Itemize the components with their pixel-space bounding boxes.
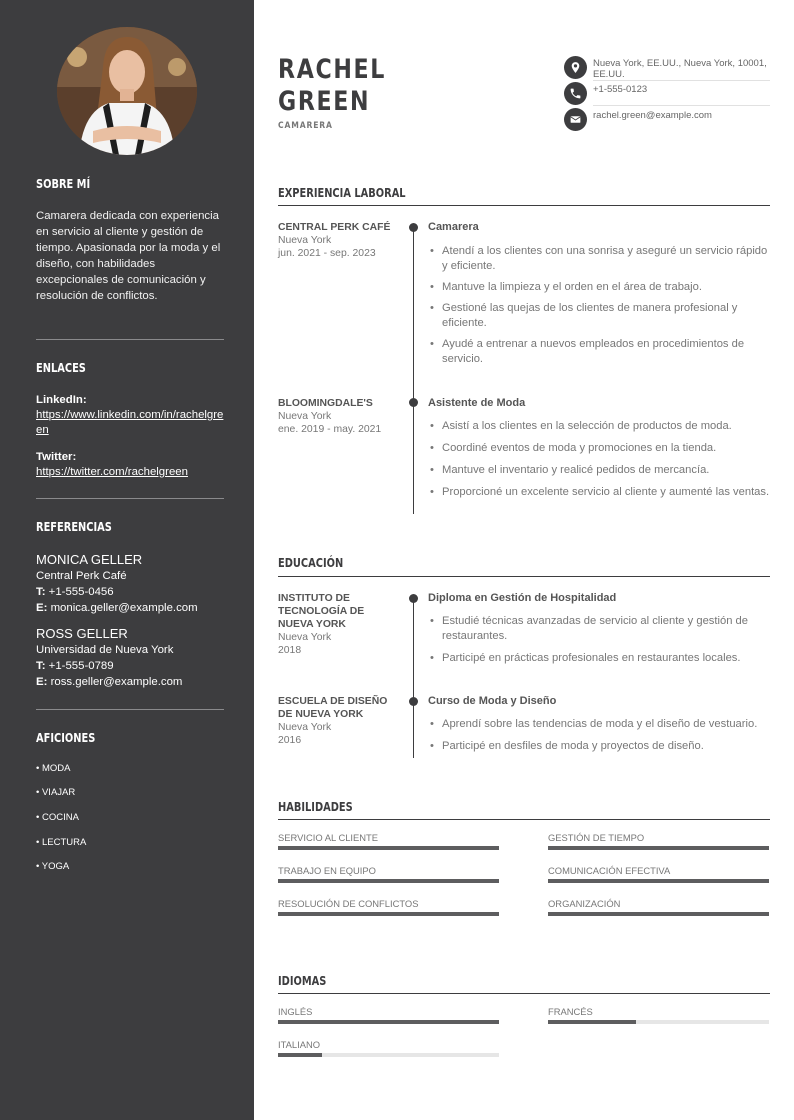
skill-item: [278, 898, 499, 916]
reference-phone: +1-555-0789: [48, 660, 114, 672]
skill-bar: [278, 912, 499, 916]
school-name: INSTITUTO DE TECNOLOGÍA DE NUEVA YORK: [278, 593, 365, 630]
skill-label: ORGANIZACIÓN: [548, 898, 621, 909]
language-bar: [548, 1020, 769, 1024]
job-role: CAMARERA: [278, 121, 333, 131]
skill-label: GESTIÓN DE TIEMPO: [548, 832, 645, 843]
bullet-item: • Aprendí sobre las tendencias de moda y el diseño de vestuario.: [428, 717, 772, 732]
reference-email-line: [36, 600, 236, 616]
company-location: Nueva York: [278, 411, 332, 422]
name-first: RACHEL: [278, 54, 387, 85]
skill-bar-fill: [548, 879, 769, 883]
links-heading: ENLACES: [36, 361, 86, 375]
name-last: GREEN: [278, 86, 371, 117]
skill-bar-fill: [278, 879, 499, 883]
phone-label: T:: [36, 660, 46, 672]
timeline-dot: [409, 398, 418, 407]
contact-address-row: [564, 56, 770, 80]
twitter-label: Twitter:: [36, 451, 77, 463]
hobby-item: • MODA: [36, 763, 71, 774]
language-label: FRANCÉS: [548, 1006, 593, 1017]
reference-phone: +1-555-0456: [48, 586, 114, 598]
contact-email-row: [564, 108, 770, 131]
email-label: E:: [36, 602, 48, 614]
phone-label: T:: [36, 586, 46, 598]
envelope-icon: [564, 108, 587, 131]
skill-bar-fill: [278, 912, 499, 916]
twitter-link-block: [36, 450, 226, 480]
skill-bar: [548, 846, 769, 850]
bullet-item: • Asistí a los clientes en la selección de productos de moda.: [428, 419, 772, 434]
language-item: [278, 1006, 499, 1024]
contact-separator: [593, 80, 770, 81]
skill-item: [548, 865, 769, 883]
language-item: [548, 1006, 769, 1024]
bullet-item: • Coordiné eventos de moda y promociones en la tienda.: [428, 441, 772, 456]
skills-heading: HABILIDADES: [278, 800, 353, 814]
skill-item: [548, 898, 769, 916]
school-name: ESCUELA DE DISEÑO DE NUEVA YORK: [278, 696, 388, 720]
skill-item: [548, 832, 769, 850]
divider: [36, 339, 224, 340]
sidebar: [0, 0, 254, 1120]
contact-phone: +1-555-0123: [593, 84, 648, 95]
linkedin-link[interactable]: https://www.linkedin.com/in/rachelgreen: [36, 409, 224, 436]
timeline-dot: [409, 223, 418, 232]
language-bar-fill: [548, 1020, 636, 1024]
reference-item: [36, 551, 236, 616]
skill-label: COMUNICACIÓN EFECTIVA: [548, 865, 671, 876]
language-bar-fill: [278, 1053, 322, 1057]
section-rule: [278, 819, 770, 820]
skill-bar-fill: [548, 846, 769, 850]
job-title: Camarera: [428, 221, 479, 233]
company-location: Nueva York: [278, 235, 332, 246]
hobby-item: • COCINA: [36, 812, 79, 823]
reference-email-line: [36, 674, 236, 690]
phone-icon: [564, 82, 587, 105]
divider: [36, 709, 224, 710]
bullet-item: • Atendí a los clientes con una sonrisa y aseguré un servicio rápido y eficiente.: [428, 244, 772, 274]
job-bullets: [428, 419, 772, 500]
reference-phone-line: [36, 658, 236, 674]
school-year: 2016: [278, 735, 302, 746]
language-label: ITALIANO: [278, 1039, 321, 1050]
languages-heading: IDIOMAS: [278, 974, 327, 988]
school-location: Nueva York: [278, 722, 332, 733]
education-org: [278, 592, 398, 657]
degree-title: Curso de Moda y Diseño: [428, 695, 557, 707]
section-rule: [278, 576, 770, 577]
skill-bar: [278, 879, 499, 883]
job-bullets: [428, 244, 772, 367]
education-org: [278, 695, 398, 747]
about-text: Camarera dedicada con experiencia en servicio al cliente y gestión de tiempo. Apasionada por la moda y el diseño, con habilidades excepcionales de comunicación y resolución de conflictos.: [36, 210, 221, 302]
experience-org: [278, 397, 398, 436]
language-bar: [278, 1053, 499, 1057]
job-dates: jun. 2021 - sep. 2023: [278, 248, 376, 259]
experience-org: [278, 221, 398, 260]
degree-bullets: [428, 717, 772, 754]
timeline-line: [413, 228, 414, 514]
timeline-line: [413, 598, 414, 758]
job-title: Asistente de Moda: [428, 397, 526, 409]
hobbies-heading: AFICIONES: [36, 731, 96, 745]
degree-title: Diploma en Gestión de Hospitalidad: [428, 592, 617, 604]
bullet-item: • Ayudé a entrenar a nuevos empleados en procedimientos de servicio.: [428, 337, 772, 367]
bullet-item: • Mantuve el inventario y realicé pedidos de mercancía.: [428, 463, 772, 478]
degree-bullets: [428, 614, 772, 666]
reference-email: monica.geller@example.com: [50, 602, 198, 614]
skill-bar-fill: [278, 846, 499, 850]
contact-phone-row: [564, 82, 770, 105]
contact-address: Nueva York, EE.UU., Nueva York, 10001, EE.UU.: [593, 58, 767, 80]
contact-email: rachel.green@example.com: [593, 110, 712, 121]
timeline-dot: [409, 697, 418, 706]
reference-email: ross.geller@example.com: [50, 676, 183, 688]
linkedin-link-block: [36, 393, 226, 438]
reference-item: [36, 625, 236, 690]
experience-heading: EXPERIENCIA LABORAL: [278, 186, 406, 200]
skill-label: RESOLUCIÓN DE CONFLICTOS: [278, 898, 419, 909]
contact-separator: [593, 105, 770, 106]
company-name: BLOOMINGDALE'S: [278, 398, 373, 409]
company-name: CENTRAL PERK CAFÉ: [278, 222, 391, 233]
location-pin-icon: [564, 56, 587, 79]
skill-label: SERVICIO AL CLIENTE: [278, 832, 379, 843]
school-year: 2018: [278, 645, 302, 656]
reference-phone-line: [36, 584, 236, 600]
email-label: E:: [36, 676, 48, 688]
bullet-item: • Participé en prácticas profesionales en restaurantes locales.: [428, 651, 772, 666]
skill-bar: [548, 912, 769, 916]
hobby-item: • YOGA: [36, 861, 70, 872]
language-bar: [278, 1020, 499, 1024]
divider: [36, 498, 224, 499]
hobby-item: • VIAJAR: [36, 787, 76, 798]
section-rule: [278, 993, 770, 994]
reference-name: ROSS GELLER: [36, 626, 128, 641]
bullet-item: • Gestioné las quejas de los clientes de manera profesional y eficiente.: [428, 301, 772, 331]
language-item: [278, 1039, 499, 1057]
twitter-link[interactable]: https://twitter.com/rachelgreen: [36, 466, 188, 478]
bullet-item: • Estudié técnicas avanzadas de servicio al cliente y gestión de restaurantes.: [428, 614, 772, 644]
reference-company: Universidad de Nueva York: [36, 644, 174, 656]
skill-label: TRABAJO EN EQUIPO: [278, 865, 376, 876]
timeline-dot: [409, 594, 418, 603]
school-location: Nueva York: [278, 632, 332, 643]
job-dates: ene. 2019 - may. 2021: [278, 424, 382, 435]
reference-company: Central Perk Café: [36, 570, 127, 582]
language-label: INGLÉS: [278, 1006, 313, 1017]
bullet-item: • Participé en desfiles de moda y proyectos de diseño.: [428, 739, 772, 754]
references-heading: REFERENCIAS: [36, 520, 112, 534]
skill-item: [278, 865, 499, 883]
skill-bar: [278, 846, 499, 850]
language-bar-fill: [278, 1020, 499, 1024]
profile-photo: [57, 27, 197, 155]
linkedin-label: LinkedIn:: [36, 394, 87, 406]
education-heading: EDUCACIÓN: [278, 556, 344, 570]
bullet-item: • Proporcioné un excelente servicio al cliente y aumenté las ventas.: [428, 485, 772, 500]
skill-item: [278, 832, 499, 850]
bullet-item: • Mantuve la limpieza y el orden en el área de trabajo.: [428, 280, 772, 295]
section-rule: [278, 205, 770, 206]
about-heading: SOBRE MÍ: [36, 177, 91, 191]
reference-name: MONICA GELLER: [36, 552, 143, 567]
hobby-item: • LECTURA: [36, 837, 87, 848]
skill-bar-fill: [548, 912, 769, 916]
skill-bar: [548, 879, 769, 883]
